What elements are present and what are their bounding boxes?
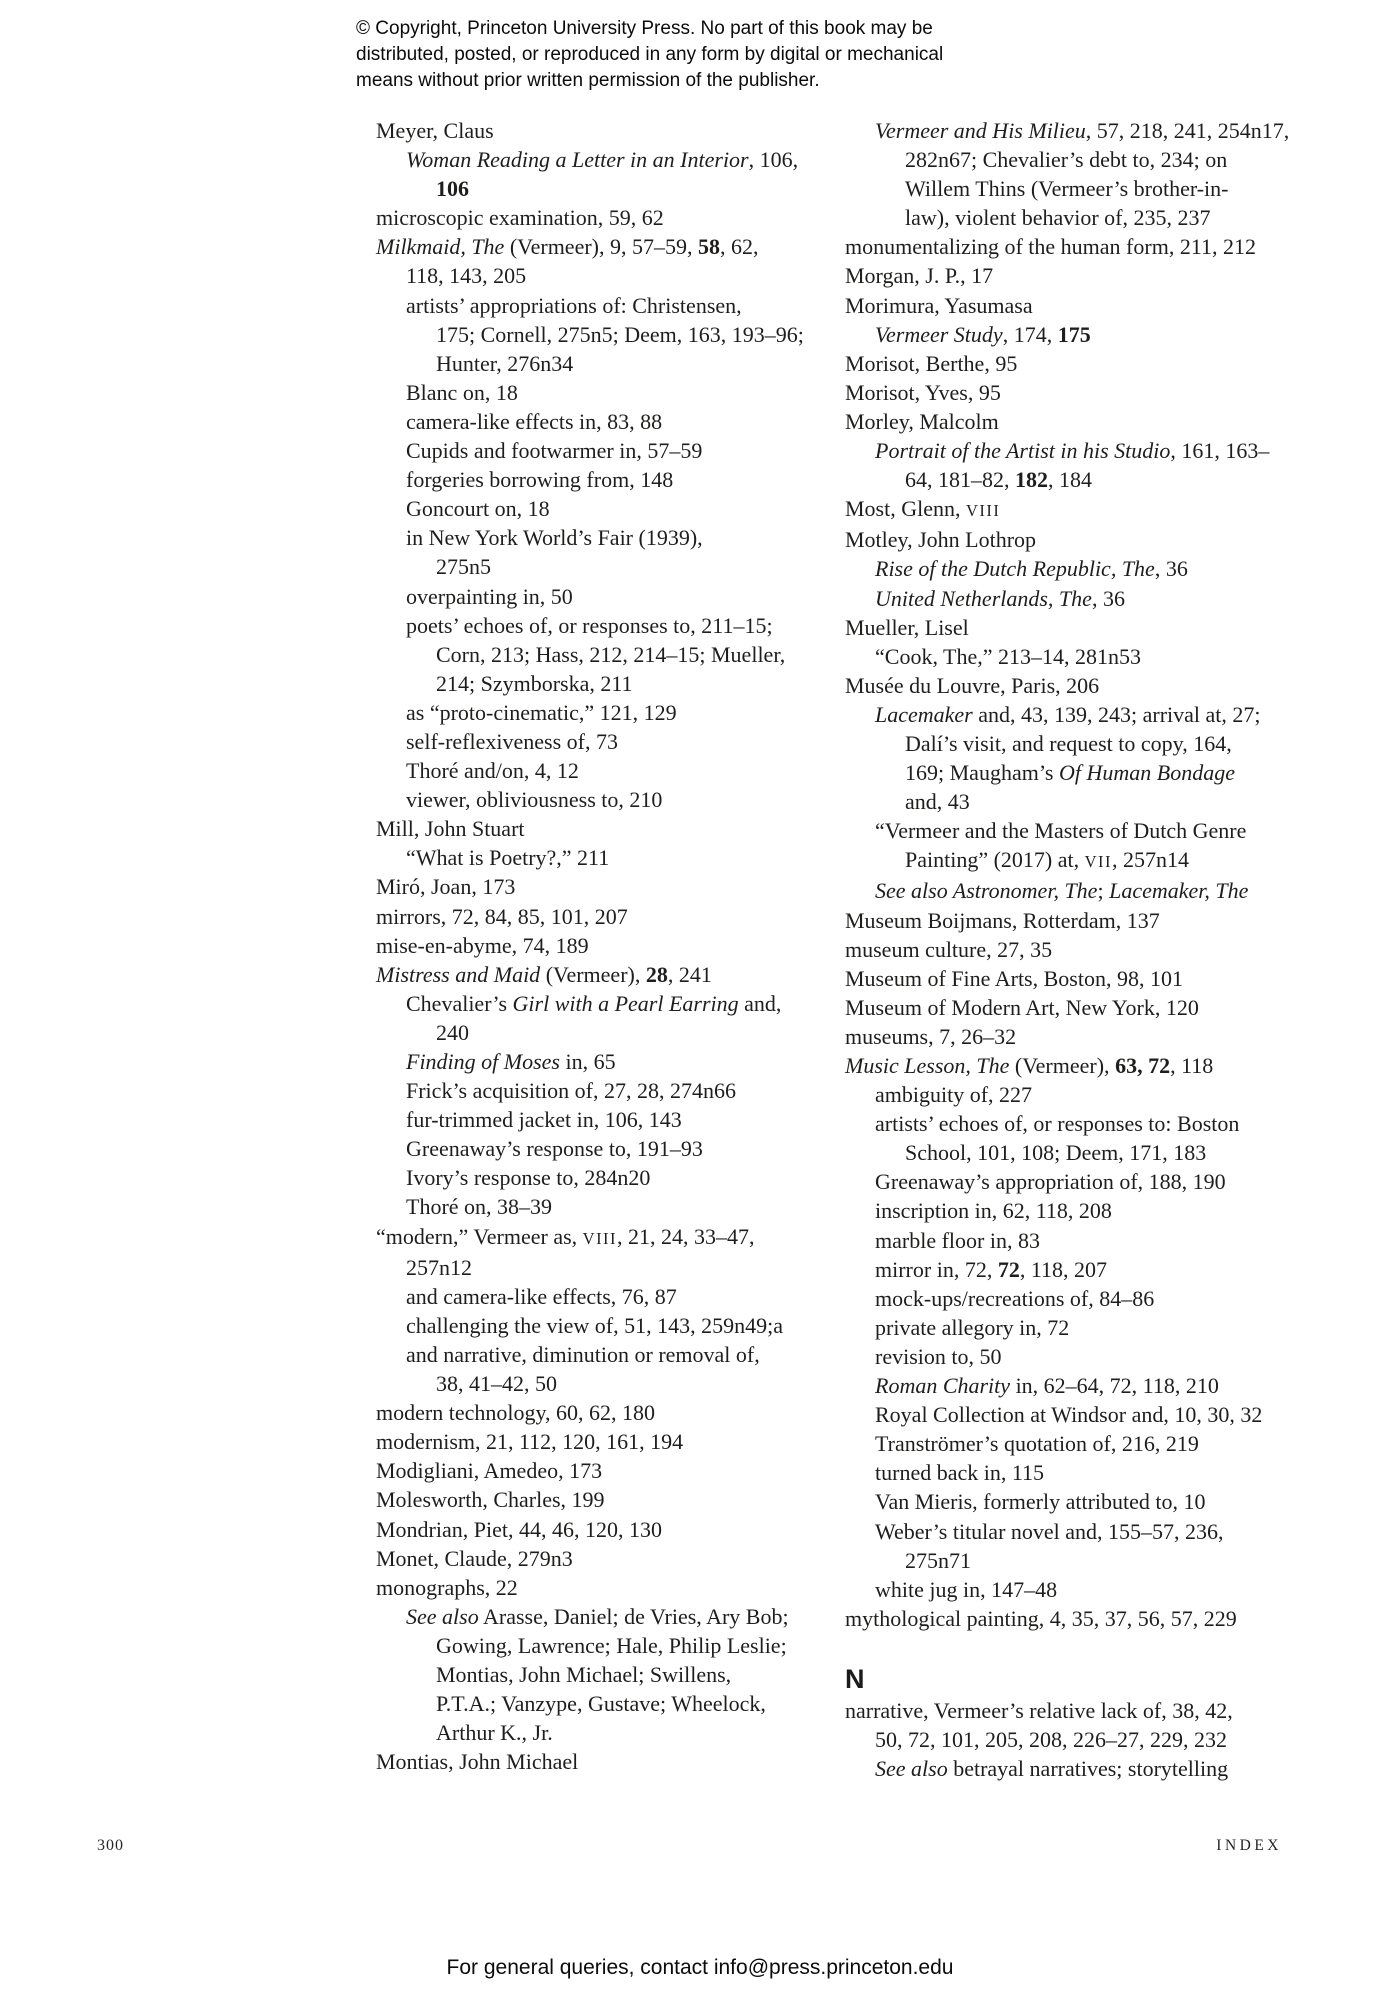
index-text: and, 43 [905, 789, 970, 815]
index-line [406, 785, 846, 814]
index-line [845, 232, 1365, 261]
section-heading: N [845, 1663, 865, 1694]
index-line [845, 993, 1365, 1022]
index-text: 275n71 [905, 1547, 971, 1573]
index-line [875, 1575, 1365, 1604]
index-line [875, 1109, 1365, 1138]
index-line [845, 613, 1365, 642]
index-text: (Vermeer), 9, 57–59, [504, 234, 698, 260]
index-line [905, 729, 1365, 758]
index-line [406, 756, 846, 785]
index-text: museums, 7, 26–32 [845, 1023, 1017, 1049]
index-text: Montias, John Michael [376, 1749, 579, 1775]
index-text: narrative, Vermeer’s relative lack of, 38, 42, [845, 1697, 1233, 1723]
index-text: and, 43, 139, 243; arrival at, 27; [972, 701, 1261, 727]
index-text: P.T.A.; Vanzype, Gustave; Wheelock, [436, 1691, 766, 1717]
index-line [875, 1517, 1365, 1546]
index-text: “Cook, The,” 213–14, 281n53 [875, 643, 1142, 669]
index-text: , 106, [748, 147, 799, 173]
index-text: and narrative, diminution or removal of, [406, 1341, 760, 1367]
index-line [845, 407, 1365, 436]
index-text: , 118, 207 [1019, 1256, 1108, 1282]
index-line [436, 1018, 846, 1047]
index-text: United Netherlands, The [875, 585, 1092, 611]
index-text: , 62, [720, 234, 759, 260]
index-line [875, 1284, 1365, 1313]
index-line [875, 1725, 1365, 1754]
index-line [905, 145, 1365, 174]
index-line [905, 174, 1365, 203]
index-text: , 241 [667, 961, 712, 987]
index-line [905, 1546, 1365, 1575]
index-text: in, 65 [560, 1049, 616, 1074]
section-gap [845, 1633, 1365, 1662]
index-text: Roman Charity [875, 1373, 1011, 1399]
index-text: “modern,” Vermeer as, [376, 1223, 583, 1249]
index-line [845, 378, 1365, 407]
page-ref-bold: 72 [997, 1256, 1020, 1282]
index-text: , 257n14 [1112, 847, 1190, 873]
index-text: “What is Poetry?,” 211 [406, 845, 610, 871]
index-text: See also [406, 1603, 479, 1629]
page-ref-bold: 63, 72 [1115, 1053, 1171, 1078]
index-text: white jug in, 147–48 [875, 1576, 1058, 1602]
running-head: INDEX [1216, 1837, 1282, 1854]
page-number: 300 [97, 1837, 124, 1854]
index-line [875, 642, 1365, 671]
index-text: Weber’s titular novel and, 155–57, 236, [875, 1518, 1224, 1544]
page-ref-bold: 58 [698, 234, 720, 260]
index-text: Morimura, Yasumasa [845, 292, 1033, 318]
index-line [406, 523, 846, 552]
index-line [376, 1515, 846, 1544]
index-line [875, 816, 1365, 845]
index-text: Arthur K., Jr. [436, 1720, 553, 1746]
index-text: inscription in, 62, 118, 208 [875, 1198, 1112, 1224]
index-text: Mill, John Stuart [376, 816, 525, 842]
index-text: Greenaway’s response to, 191–93 [406, 1136, 703, 1162]
index-text: ; [1097, 878, 1110, 904]
index-text: Thoré on, 38–39 [406, 1194, 553, 1220]
index-line [406, 378, 846, 407]
index-text: Painting” (2017) at, [905, 847, 1085, 873]
index-line [406, 989, 846, 1018]
index-text: , 57, 218, 241, 254n17, [1085, 118, 1290, 143]
index-line [376, 1747, 846, 1776]
index-text: School, 101, 108; Deem, 171, 183 [905, 1140, 1207, 1166]
index-line [845, 291, 1365, 320]
index-text: 214; Szymborska, 211 [436, 670, 633, 696]
index-line [406, 1192, 846, 1221]
index-text: , 184 [1048, 467, 1092, 493]
index-line [376, 1222, 846, 1253]
index-line [875, 1400, 1365, 1429]
index-line [845, 1604, 1365, 1633]
index-text: 64, 181–82, [905, 467, 1015, 493]
index-text: Miró, Joan, 173 [376, 874, 516, 900]
index-text: mythological painting, 4, 35, 37, 56, 57, 229 [845, 1605, 1237, 1631]
index-text: Morley, Malcolm [845, 408, 999, 434]
index-text: Mueller, Lisel [845, 614, 969, 640]
index-text: Museum of Modern Art, New York, 120 [845, 994, 1199, 1020]
index-line [845, 525, 1365, 554]
index-line [406, 1105, 846, 1134]
index-line [436, 552, 846, 581]
index-line [845, 1022, 1365, 1051]
index-line [845, 494, 1365, 525]
index-line [905, 1138, 1365, 1167]
index-line [875, 1487, 1365, 1516]
index-text: modernism, 21, 112, 120, 161, 194 [376, 1429, 684, 1455]
index-line [875, 436, 1365, 465]
index-line [406, 1282, 846, 1311]
index-text: Museum of Fine Arts, Boston, 98, 101 [845, 965, 1183, 991]
index-text: Girl with a Pearl Earring [512, 990, 739, 1016]
index-line [376, 1485, 846, 1514]
index-text: Music Lesson, The [845, 1053, 1010, 1078]
index-text: in New York World’s Fair (1939), [406, 525, 703, 551]
index-line [436, 669, 846, 698]
index-text: mise-en-abyme, 74, 189 [376, 932, 589, 958]
index-line [376, 1544, 846, 1573]
index-line [406, 261, 846, 290]
index-text: VII [1084, 852, 1113, 872]
index-line [875, 1342, 1365, 1371]
index-line [875, 876, 1365, 905]
index-text: Thoré and/on, 4, 12 [406, 758, 579, 784]
index-text: Frick’s acquisition of, 27, 28, 274n66 [406, 1078, 736, 1104]
index-text: poets’ echoes of, or responses to, 211–15; [406, 612, 773, 638]
index-line [406, 1163, 846, 1192]
index-column-right [845, 116, 1365, 1783]
index-text: Cupids and footwarmer in, 57–59 [406, 438, 703, 464]
index-line [376, 902, 846, 931]
index-text: artists’ echoes of, or responses to: Boston [875, 1111, 1240, 1137]
copyright-line-2: distributed, posted, or reproduced in any form by digital or mechanical [356, 44, 944, 65]
page-ref-bold: 175 [1057, 321, 1091, 347]
index-text: See also [875, 1756, 948, 1782]
index-text: Mondrian, Piet, 44, 46, 120, 130 [376, 1516, 662, 1542]
index-line [875, 700, 1365, 729]
index-line [845, 261, 1365, 290]
index-text: fur-trimmed jacket in, 106, 143 [406, 1107, 682, 1133]
index-text: (Vermeer), [1009, 1053, 1116, 1078]
index-line [905, 845, 1365, 876]
index-line [406, 291, 846, 320]
index-text: monographs, 22 [376, 1574, 518, 1600]
index-line [436, 320, 846, 349]
index-text: Goncourt on, 18 [406, 496, 550, 522]
index-text: microscopic examination, 59, 62 [376, 205, 664, 231]
index-column-left [376, 116, 846, 1776]
index-line [845, 349, 1365, 378]
index-text: and camera-like effects, 76, 87 [406, 1283, 677, 1309]
index-line [406, 1311, 846, 1340]
index-text: Of Human Bondage [1059, 760, 1235, 786]
index-line [376, 960, 846, 989]
index-text: Greenaway’s appropriation of, 188, 190 [875, 1169, 1226, 1195]
index-text: Van Mieris, formerly attributed to, 10 [875, 1489, 1206, 1515]
index-line [376, 1398, 846, 1427]
index-line [875, 1255, 1365, 1284]
index-line [406, 727, 846, 756]
index-line [436, 1718, 846, 1747]
index-line [376, 232, 846, 261]
index-text: Ivory’s response to, 284n20 [406, 1165, 651, 1191]
index-text: Molesworth, Charles, 199 [376, 1487, 605, 1513]
index-line [875, 554, 1365, 583]
page-ref-bold: 106 [436, 176, 469, 202]
copyright-notice [356, 16, 943, 94]
index-text: , 36 [1091, 585, 1125, 611]
index-line [406, 407, 846, 436]
index-line [436, 1689, 846, 1718]
index-text: Dalí’s visit, and request to copy, 164, [905, 730, 1232, 756]
index-text: , 118 [1170, 1053, 1214, 1078]
index-line [875, 1226, 1365, 1255]
index-text: Blanc on, 18 [406, 379, 518, 405]
index-text: artists’ appropriations of: Christensen, [406, 292, 742, 318]
index-line [436, 1369, 846, 1398]
index-line [376, 203, 846, 232]
index-line [406, 465, 846, 494]
index-text: Gowing, Lawrence; Hale, Philip Leslie; [436, 1632, 787, 1658]
index-text: 282n67; Chevalier’s debt to, 234; on [905, 147, 1228, 173]
index-line [875, 1754, 1365, 1783]
index-line [875, 116, 1365, 145]
index-text: Modigliani, Amedeo, 173 [376, 1458, 603, 1484]
index-line [406, 1076, 846, 1105]
index-line [845, 964, 1365, 993]
index-line [406, 698, 846, 727]
index-text: challenging the view of, 51, 143, 259n49;a [406, 1312, 783, 1338]
index-text: betrayal narratives; storytelling [947, 1756, 1229, 1782]
index-text: Hunter, 276n34 [436, 350, 574, 376]
index-text: overpainting in, 50 [406, 583, 573, 609]
index-line [905, 203, 1365, 232]
index-line [406, 611, 846, 640]
index-line [376, 116, 846, 145]
index-text: Morgan, J. P., 17 [845, 263, 994, 289]
index-text: Tranströmer’s quotation of, 216, 219 [875, 1431, 1199, 1457]
index-text: Vermeer and His Milieu [875, 118, 1086, 143]
index-text: Motley, John Lothrop [845, 527, 1037, 553]
index-text: Milkmaid, The [376, 234, 505, 260]
index-text: Vermeer Study [875, 321, 1003, 347]
index-line [875, 1313, 1365, 1342]
copyright-line-3: means without prior written permission of the publisher. [356, 70, 820, 91]
index-text: camera-like effects in, 83, 88 [406, 408, 663, 434]
index-text: (Vermeer), [540, 961, 646, 987]
index-text: “Vermeer and the Masters of Dutch Genre [875, 818, 1247, 844]
index-line [436, 1631, 846, 1660]
index-text: Morisot, Berthe, 95 [845, 350, 1018, 376]
index-line [376, 1456, 846, 1485]
index-text: forgeries borrowing from, 148 [406, 467, 674, 493]
index-text: Royal Collection at Windsor and, 10, 30, 32 [875, 1402, 1263, 1428]
page-ref-bold: 28 [645, 961, 668, 987]
index-text: Lacemaker, The [1109, 878, 1249, 904]
index-line [875, 584, 1365, 613]
index-line [436, 640, 846, 669]
index-text: VIII [582, 1228, 618, 1248]
index-text: turned back in, 115 [875, 1460, 1045, 1486]
index-line [376, 1573, 846, 1602]
index-text: 169; Maugham’s [905, 760, 1059, 786]
index-text: VIII [966, 501, 1001, 521]
index-text: Most, Glenn, [845, 496, 966, 522]
index-line [905, 465, 1365, 494]
index-text: , 161, 163– [1170, 438, 1270, 464]
index-line [875, 1167, 1365, 1196]
index-text: mirrors, 72, 84, 85, 101, 207 [376, 903, 628, 929]
index-text: , 174, [1002, 321, 1058, 347]
index-text: modern technology, 60, 62, 180 [376, 1400, 656, 1426]
index-line [376, 1427, 846, 1456]
index-text: 240 [436, 1019, 469, 1045]
index-text: ambiguity of, 227 [875, 1082, 1033, 1108]
contact-line: For general queries, contact info@press.princeton.edu [446, 1956, 954, 1979]
index-text: and, [738, 990, 782, 1016]
index-line [875, 1196, 1365, 1225]
copyright-line-1: © Copyright, Princeton University Press. No part of this book may be [356, 18, 933, 39]
index-text: See also Astronomer, The [875, 878, 1098, 904]
index-text: Lacemaker [875, 701, 973, 727]
index-text: Portrait of the Artist in his Studio [875, 438, 1171, 464]
index-text: 175; Cornell, 275n5; Deem, 163, 193–96; [436, 321, 804, 347]
index-line [845, 671, 1365, 700]
index-text: self-reflexiveness of, 73 [406, 728, 618, 754]
index-line [406, 1253, 846, 1282]
index-text: , 21, 24, 33–47, [617, 1223, 755, 1249]
index-line [905, 787, 1365, 816]
page-ref-bold: 182 [1015, 467, 1048, 493]
index-line [406, 582, 846, 611]
index-text: Meyer, Claus [376, 118, 494, 143]
index-text: museum culture, 27, 35 [845, 936, 1053, 962]
index-text: mock-ups/recreations of, 84–86 [875, 1285, 1155, 1311]
index-text: 118, 143, 205 [406, 263, 527, 289]
index-line [406, 1340, 846, 1369]
index-text: Morisot, Yves, 95 [845, 379, 1001, 405]
index-text: 275n5 [436, 554, 491, 580]
index-line [436, 349, 846, 378]
index-text: Mistress and Maid [376, 961, 541, 987]
index-line [406, 1134, 846, 1163]
index-text: Willem Thins (Vermeer’s brother-in- [905, 176, 1229, 202]
index-text: Rise of the Dutch Republic, The [875, 556, 1155, 582]
index-line [436, 174, 846, 203]
index-line [875, 1371, 1365, 1400]
index-text: Chevalier’s [406, 990, 513, 1016]
index-line [406, 843, 846, 872]
index-text: Finding of Moses [406, 1049, 560, 1074]
index-text: viewer, obliviousness to, 210 [406, 787, 663, 813]
index-line [436, 1660, 846, 1689]
index-line [845, 1051, 1365, 1080]
index-line [376, 814, 846, 843]
index-line [845, 935, 1365, 964]
index-text: revision to, 50 [875, 1343, 1002, 1369]
index-line [406, 436, 846, 465]
index-line [845, 906, 1365, 935]
index-text: 38, 41–42, 50 [436, 1371, 557, 1397]
index-line [875, 320, 1365, 349]
index-line [376, 872, 846, 901]
index-text: Monet, Claude, 279n3 [376, 1545, 573, 1571]
index-text: , 36 [1154, 556, 1188, 582]
index-text: Arasse, Daniel; de Vries, Ary Bob; [478, 1603, 789, 1629]
index-line [406, 494, 846, 523]
index-line [905, 758, 1365, 787]
index-text: 257n12 [406, 1254, 472, 1280]
index-line [875, 1080, 1365, 1109]
index-line [406, 145, 846, 174]
index-text: Woman Reading a Letter in an Interior [406, 147, 749, 173]
index-text: Musée du Louvre, Paris, 206 [845, 672, 1100, 698]
index-text: as “proto-cinematic,” 121, 129 [406, 699, 677, 725]
index-text: law), violent behavior of, 235, 237 [905, 205, 1211, 231]
index-text: private allegory in, 72 [875, 1314, 1070, 1340]
index-text: Museum Boijmans, Rotterdam, 137 [845, 907, 1160, 933]
index-text: marble floor in, 83 [875, 1227, 1040, 1253]
index-line [875, 1429, 1365, 1458]
index-line [845, 1696, 1365, 1725]
index-line [406, 1047, 846, 1076]
index-text: in, 62–64, 72, 118, 210 [1010, 1373, 1219, 1399]
index-line [406, 1602, 846, 1631]
index-line [875, 1458, 1365, 1487]
index-text: mirror in, 72, [875, 1256, 998, 1282]
index-text: monumentalizing of the human form, 211, 212 [845, 234, 1256, 260]
index-text: 50, 72, 101, 205, 208, 226–27, 229, 232 [875, 1726, 1227, 1752]
index-line [376, 931, 846, 960]
index-text: Montias, John Michael; Swillens, [436, 1661, 732, 1687]
index-text: Corn, 213; Hass, 212, 214–15; Mueller, [436, 641, 786, 667]
